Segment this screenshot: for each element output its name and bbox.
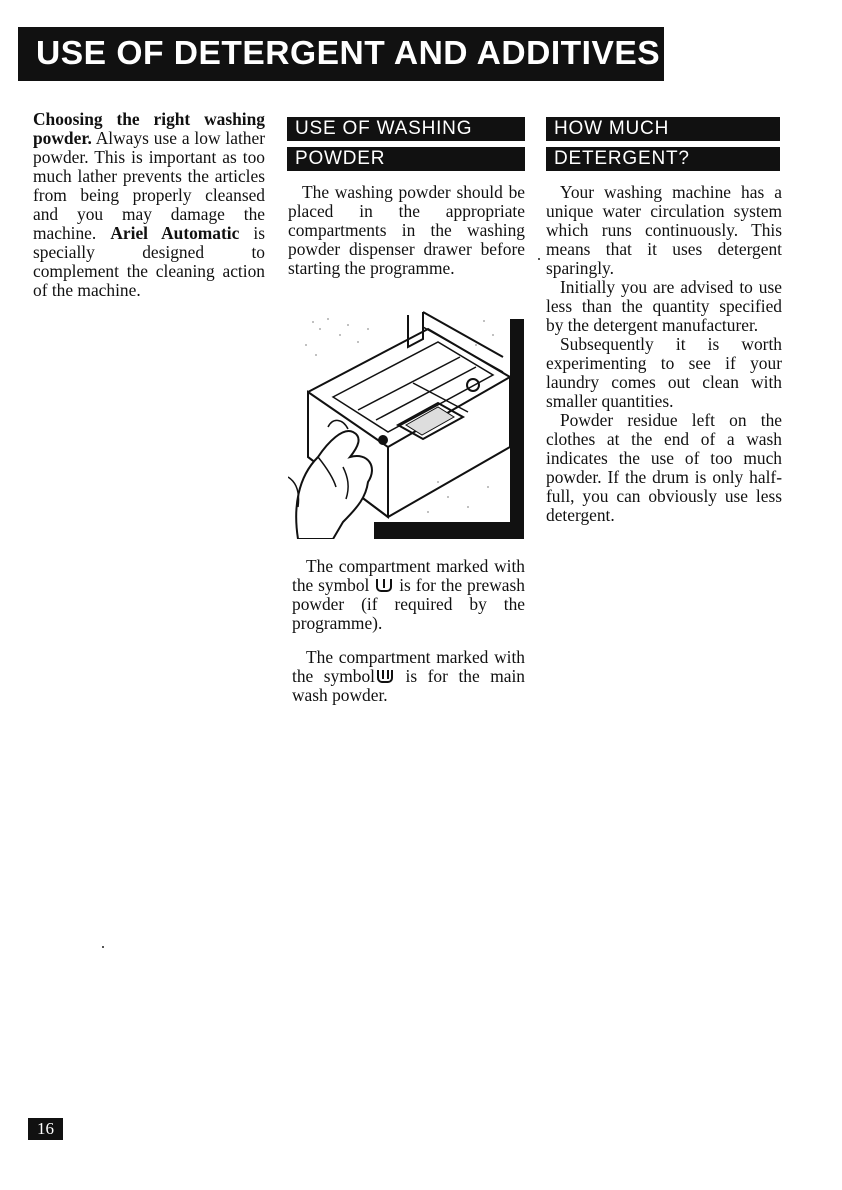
washing-powder-column xyxy=(288,183,525,278)
intro-text-1: Always use a low lather powder. This is important as too much lather prevents the articles from being properly cleansed and you may damage the machine. xyxy=(33,128,265,243)
prewash-caption-after: is for the prewash powder (if required by the programme). xyxy=(292,575,525,633)
stray-mark xyxy=(538,258,540,260)
prewash-caption-before: The compartment marked with the symbol xyxy=(292,556,525,595)
section-heading-how-much-line-1: HOW MUCH xyxy=(546,117,780,141)
brand-name: Ariel Automatic xyxy=(110,223,240,243)
mainwash-caption xyxy=(292,648,525,705)
how-much-paragraph-3: Subsequently it is worth experimenting to see if your laundry comes out clean with smaller quantities. xyxy=(546,334,782,411)
intro-lead: Choosing the right washing powder. xyxy=(33,109,265,148)
mainwash-caption-after: is for the main wash powder. xyxy=(292,666,525,705)
mainwash-caption-before: The compartment marked with the symbol xyxy=(292,647,525,686)
prewash-symbol-icon xyxy=(376,579,392,592)
how-much-paragraph-1: Your washing machine has a unique water circulation system which runs continuously. This means that it uses detergent sparingly. xyxy=(546,182,782,278)
mainwash-symbol-icon xyxy=(377,670,393,683)
intro-paragraph xyxy=(33,110,265,300)
intro-text-2: is specially designed to complement the cleaning action of the machine. xyxy=(33,223,266,300)
section-heading-washing-powder-line-1: USE OF WASHING xyxy=(287,117,525,141)
page-number: 16 xyxy=(28,1118,63,1140)
washing-powder-paragraph: The washing powder should be placed in the appropriate compartments in the washing powder dispenser drawer before starting the programme. xyxy=(288,182,525,278)
prewash-caption xyxy=(292,557,525,633)
detergent-drawer-illustration xyxy=(288,307,524,539)
section-heading-how-much-line-2: DETERGENT? xyxy=(546,147,780,171)
stray-mark xyxy=(102,946,104,948)
how-much-paragraph-2: Initially you are advised to use less than the quantity specified by the detergent manufacturer. xyxy=(546,277,782,335)
drawer-icon xyxy=(288,307,524,539)
page-title: USE OF DETERGENT AND ADDITIVES xyxy=(18,27,664,81)
intro-column xyxy=(33,110,265,300)
section-heading-washing-powder-line-2: POWDER xyxy=(287,147,525,171)
how-much-column xyxy=(546,183,782,525)
how-much-paragraph-4: Powder residue left on the clothes at the end of a wash indicates the use of too much powder. If the drum is only half-full, you can obviously use less detergent. xyxy=(546,410,782,525)
